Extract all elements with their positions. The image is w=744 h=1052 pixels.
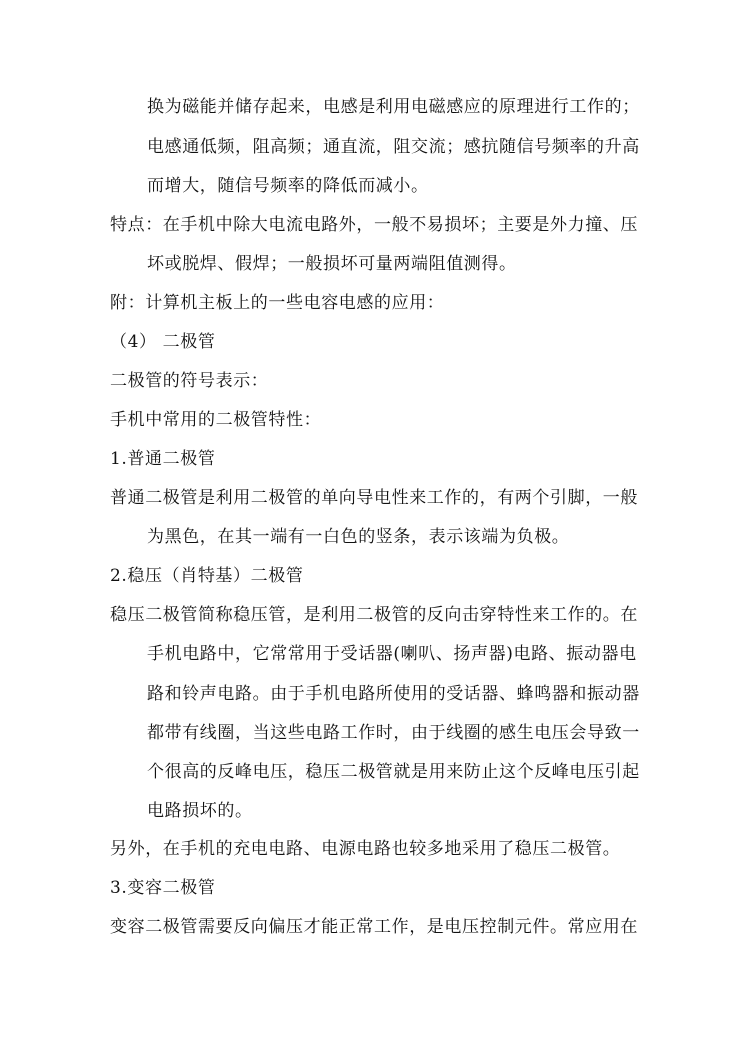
text-line: 普通二极管是利用二极管的单向导电性来工作的，有两个引脚，一般 bbox=[110, 488, 638, 508]
text-line: 另外，在手机的充电电路、电源电路也较多地采用了稳压二极管。 bbox=[110, 839, 621, 859]
text-line: 坏或脱焊、假焊；一般损坏可量两端阻值测得。 bbox=[147, 254, 517, 274]
text-line: 换为磁能并储存起来，电感是利用电磁感应的原理进行工作的； bbox=[147, 97, 640, 117]
section-heading: （4） 二极管 bbox=[110, 332, 216, 352]
text-line: 电路损坏的。 bbox=[147, 801, 253, 821]
text-line: 手机中常用的二极管特性： bbox=[110, 410, 322, 430]
text-line: 变容二极管需要反向偏压才能正常工作，是电压控制元件。常应用在 bbox=[110, 917, 638, 937]
text-line: 手机电路中，它常常用于受话器(喇叭、扬声器)电路、振动器电 bbox=[147, 644, 637, 664]
subsection-heading: 2.稳压（肖特基）二极管 bbox=[110, 566, 304, 586]
subsection-heading: 1.普通二极管 bbox=[110, 449, 216, 469]
text-line: 二极管的符号表示： bbox=[110, 371, 269, 391]
text-line: 稳压二极管简称稳压管，是利用二极管的反向击穿特性来工作的。在 bbox=[110, 605, 638, 625]
text-line: 为黑色，在其一端有一白色的竖条，表示该端为负极。 bbox=[147, 527, 570, 547]
subsection-heading: 3.变容二极管 bbox=[110, 878, 216, 898]
text-line: 电感通低频，阻高频；通直流，阻交流；感抗随信号频率的升高 bbox=[147, 137, 640, 157]
text-line: 附：计算机主板上的一些电容电感的应用： bbox=[110, 293, 445, 313]
text-line: 路和铃声电路。由于手机电路所使用的受话器、蜂鸣器和振动器 bbox=[147, 684, 640, 704]
text-line: 都带有线圈，当这些电路工作时，由于线圈的感生电压会导致一 bbox=[147, 723, 640, 743]
text-line: 个很高的反峰电压，稳压二极管就是用来防止这个反峰电压引起 bbox=[147, 762, 640, 782]
text-line: 而增大，随信号频率的降低而减小。 bbox=[147, 176, 429, 196]
text-line: 特点：在手机中除大电流电路外，一般不易损坏；主要是外力撞、压 bbox=[110, 215, 638, 235]
